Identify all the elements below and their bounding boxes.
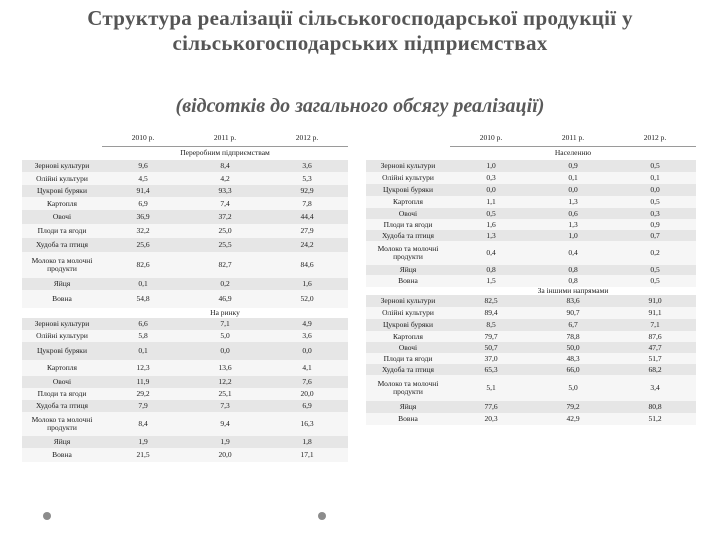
left-cell-value: 8,4: [102, 412, 184, 436]
right-section-title: Населенню: [450, 146, 696, 160]
right-cell-value: 1,0: [450, 160, 532, 172]
left-cell-value: 1,8: [266, 436, 348, 448]
right-cell-value: 0,9: [614, 219, 696, 230]
right-cell-value: 50,0: [532, 342, 614, 353]
right-cell-value: 0,0: [532, 184, 614, 196]
left-cell-value: 5,8: [102, 330, 184, 342]
right-cell-value: 1,6: [450, 219, 532, 230]
left-row-label: Худоба та птиця: [22, 238, 102, 252]
right-table-row: [366, 265, 696, 275]
left-table-row: [22, 448, 348, 462]
right-cell-value: 42,9: [532, 413, 614, 425]
right-table-row: [366, 160, 696, 172]
left-section-blank: [22, 308, 102, 318]
left-cell-value: 46,9: [184, 290, 266, 308]
left-cell-value: 52,0: [266, 290, 348, 308]
right-table-row: [366, 184, 696, 196]
right-cell-value: 8,5: [450, 319, 532, 331]
right-cell-value: 6,7: [532, 319, 614, 331]
left-cell-value: 20,0: [184, 448, 266, 462]
left-row-label: Плоди та ягоди: [22, 224, 102, 238]
left-row-label: Вовна: [22, 290, 102, 308]
right-cell-value: 0,1: [532, 172, 614, 184]
left-year-header: 2012 р.: [266, 130, 348, 146]
left-cell-value: 0,2: [184, 278, 266, 290]
right-cell-value: 0,5: [614, 196, 696, 208]
left-cell-value: 93,3: [184, 185, 266, 197]
left-row-label: Вовна: [22, 448, 102, 462]
right-cell-value: 87,6: [614, 331, 696, 342]
right-table-row: [366, 172, 696, 184]
right-row-label: Зернові культури: [366, 160, 450, 172]
left-cell-value: 25,1: [184, 388, 266, 400]
left-section-title: Переробним підприємствам: [102, 146, 348, 160]
left-cell-value: 54,8: [102, 290, 184, 308]
left-row-label: Яйця: [22, 278, 102, 290]
left-cell-value: 11,9: [102, 376, 184, 388]
left-table-row: [22, 330, 348, 342]
left-table-row: [22, 160, 348, 172]
left-table-row: [22, 185, 348, 197]
right-cell-value: 0,6: [532, 208, 614, 219]
right-row-label: Зернові культури: [366, 295, 450, 307]
right-row-label: Картопля: [366, 196, 450, 208]
left-row-label: Овочі: [22, 210, 102, 224]
left-cell-value: 12,2: [184, 376, 266, 388]
right-cell-value: 0,5: [450, 208, 532, 219]
right-section-heading: [366, 146, 696, 160]
right-cell-value: 91,1: [614, 307, 696, 319]
left-table-row: [22, 290, 348, 308]
left-cell-value: 13,6: [184, 360, 266, 376]
right-cell-value: 0,2: [614, 241, 696, 265]
left-table-row: [22, 400, 348, 412]
right-table-row: [366, 331, 696, 342]
bullet-dot: [318, 512, 326, 520]
right-table-row: [366, 364, 696, 375]
right-cell-value: 0,5: [614, 160, 696, 172]
left-cell-value: 6,9: [102, 197, 184, 210]
right-cell-value: 0,0: [450, 184, 532, 196]
right-row-label: Овочі: [366, 342, 450, 353]
left-cell-value: 9,4: [184, 412, 266, 436]
left-cell-value: 91,4: [102, 185, 184, 197]
right-cell-value: 83,6: [532, 295, 614, 307]
left-cell-value: 29,2: [102, 388, 184, 400]
right-cell-value: 90,7: [532, 307, 614, 319]
left-row-label: Плоди та ягоди: [22, 388, 102, 400]
right-table-row: [366, 307, 696, 319]
left-cell-value: 4,5: [102, 172, 184, 185]
left-cell-value: 7,9: [102, 400, 184, 412]
left-row-label: Молоко та молочні продукти: [22, 412, 102, 436]
right-section-heading: [366, 287, 696, 295]
right-table-row: [366, 219, 696, 230]
left-section-blank: [22, 146, 102, 160]
right-year-header: 2010 р.: [450, 130, 532, 146]
right-cell-value: 1,3: [532, 219, 614, 230]
left-cell-value: 82,6: [102, 252, 184, 278]
left-row-label: Худоба та птиця: [22, 400, 102, 412]
right-cell-value: 5,0: [532, 375, 614, 401]
right-cell-value: 1,1: [450, 196, 532, 208]
left-cell-value: 0,0: [184, 342, 266, 360]
left-table-row: [22, 278, 348, 290]
right-cell-value: 82,5: [450, 295, 532, 307]
right-cell-value: 7,1: [614, 319, 696, 331]
left-cell-value: 1,9: [102, 436, 184, 448]
left-cell-value: 37,2: [184, 210, 266, 224]
right-table-row: [366, 342, 696, 353]
left-cell-value: 25,6: [102, 238, 184, 252]
right-cell-value: 79,2: [532, 401, 614, 413]
right-table-row: [366, 230, 696, 241]
left-cell-value: 5,0: [184, 330, 266, 342]
right-cell-value: 0,5: [614, 275, 696, 287]
left-cell-value: 4,2: [184, 172, 266, 185]
left-cell-value: 25,5: [184, 238, 266, 252]
left-row-label: Картопля: [22, 197, 102, 210]
right-row-label: Цукрові буряки: [366, 184, 450, 196]
right-cell-value: 79,7: [450, 331, 532, 342]
right-year-header: 2011 р.: [532, 130, 614, 146]
left-row-label: Олійні культури: [22, 330, 102, 342]
left-cell-value: 4,1: [266, 360, 348, 376]
left-cell-value: 82,7: [184, 252, 266, 278]
right-cell-value: 66,0: [532, 364, 614, 375]
left-table-row: [22, 238, 348, 252]
right-cell-value: 0,7: [614, 230, 696, 241]
left-table-row: [22, 436, 348, 448]
left-cell-value: 32,2: [102, 224, 184, 238]
right-section-blank: [366, 146, 450, 160]
right-header-blank: [366, 130, 450, 146]
left-row-label: Зернові культури: [22, 160, 102, 172]
right-cell-value: 1,0: [532, 230, 614, 241]
right-cell-value: 1,3: [532, 196, 614, 208]
right-row-label: Худоба та птиця: [366, 364, 450, 375]
left-cell-value: 1,6: [266, 278, 348, 290]
right-table-row: [366, 196, 696, 208]
left-cell-value: 25,0: [184, 224, 266, 238]
left-table-row: [22, 388, 348, 400]
left-cell-value: 44,4: [266, 210, 348, 224]
left-table-row: [22, 197, 348, 210]
left-cell-value: 3,6: [266, 160, 348, 172]
right-table-row: [366, 275, 696, 287]
left-cell-value: 8,4: [184, 160, 266, 172]
right-cell-value: 0,8: [532, 275, 614, 287]
left-table-row: [22, 376, 348, 388]
right-row-label: Яйця: [366, 265, 450, 275]
left-cell-value: 92,9: [266, 185, 348, 197]
left-cell-value: 84,6: [266, 252, 348, 278]
right-cell-value: 65,3: [450, 364, 532, 375]
right-cell-value: 51,2: [614, 413, 696, 425]
left-row-label: Цукрові буряки: [22, 342, 102, 360]
right-row-label: Плоди та ягоди: [366, 353, 450, 364]
right-row-label: Молоко та молочні продукти: [366, 375, 450, 401]
right-cell-value: 91,0: [614, 295, 696, 307]
right-row-label: Олійні культури: [366, 172, 450, 184]
right-table-row: [366, 353, 696, 364]
right-header-row: [366, 130, 696, 146]
right-table-row: [366, 295, 696, 307]
left-table: [22, 130, 348, 462]
left-cell-value: 17,1: [266, 448, 348, 462]
right-cell-value: 37,0: [450, 353, 532, 364]
left-row-label: Цукрові буряки: [22, 185, 102, 197]
right-table-row: [366, 319, 696, 331]
left-section-heading: [22, 146, 348, 160]
right-cell-value: 1,3: [450, 230, 532, 241]
left-cell-value: 9,6: [102, 160, 184, 172]
right-row-label: Яйця: [366, 401, 450, 413]
left-table-row: [22, 210, 348, 224]
right-section-title: За іншими напрямами: [450, 287, 696, 295]
right-table-row: [366, 375, 696, 401]
left-year-header: 2011 р.: [184, 130, 266, 146]
right-row-label: Картопля: [366, 331, 450, 342]
right-table-row: [366, 401, 696, 413]
left-cell-value: 21,5: [102, 448, 184, 462]
right-row-label: Худоба та птиця: [366, 230, 450, 241]
bullet-dot: [43, 512, 51, 520]
left-table-row: [22, 412, 348, 436]
right-cell-value: 0,9: [532, 160, 614, 172]
left-row-label: Яйця: [22, 436, 102, 448]
right-cell-value: 47,7: [614, 342, 696, 353]
left-cell-value: 0,0: [266, 342, 348, 360]
left-cell-value: 7,1: [184, 318, 266, 330]
left-cell-value: 7,8: [266, 197, 348, 210]
left-header-blank: [22, 130, 102, 146]
right-cell-value: 48,3: [532, 353, 614, 364]
left-row-label: Олійні культури: [22, 172, 102, 185]
left-section-heading: [22, 308, 348, 318]
right-cell-value: 51,7: [614, 353, 696, 364]
right-cell-value: 0,0: [614, 184, 696, 196]
left-table-row: [22, 252, 348, 278]
right-row-label: Плоди та ягоди: [366, 219, 450, 230]
right-cell-value: 78,8: [532, 331, 614, 342]
left-section-title: На ринку: [102, 308, 348, 318]
left-cell-value: 7,4: [184, 197, 266, 210]
right-cell-value: 89,4: [450, 307, 532, 319]
left-cell-value: 7,6: [266, 376, 348, 388]
right-cell-value: 0,4: [450, 241, 532, 265]
right-cell-value: 0,3: [450, 172, 532, 184]
left-cell-value: 12,3: [102, 360, 184, 376]
left-table-row: [22, 224, 348, 238]
right-table-row: [366, 413, 696, 425]
page-title: Структура реалізації сільськогосподарської продукції у сільськогосподарських підприємствах: [87, 6, 633, 55]
left-cell-value: 36,9: [102, 210, 184, 224]
right-cell-value: 80,8: [614, 401, 696, 413]
right-row-label: Вовна: [366, 275, 450, 287]
right-year-header: 2012 р.: [614, 130, 696, 146]
left-cell-value: 6,9: [266, 400, 348, 412]
right-section-blank: [366, 287, 450, 295]
right-cell-value: 0,1: [614, 172, 696, 184]
right-table-row: [366, 208, 696, 219]
right-cell-value: 77,6: [450, 401, 532, 413]
left-cell-value: 16,3: [266, 412, 348, 436]
left-cell-value: 0,1: [102, 278, 184, 290]
left-table-row: [22, 318, 348, 330]
left-header-row: [22, 130, 348, 146]
left-table-row: [22, 342, 348, 360]
left-cell-value: 4,9: [266, 318, 348, 330]
left-row-label: Молоко та молочні продукти: [22, 252, 102, 278]
right-table-row: [366, 241, 696, 265]
right-cell-value: 50,7: [450, 342, 532, 353]
right-row-label: Олійні культури: [366, 307, 450, 319]
left-cell-value: 7,3: [184, 400, 266, 412]
right-cell-value: 0,8: [532, 265, 614, 275]
right-cell-value: 0,5: [614, 265, 696, 275]
left-table-row: [22, 360, 348, 376]
right-cell-value: 3,4: [614, 375, 696, 401]
left-year-header: 2010 р.: [102, 130, 184, 146]
left-row-label: Овочі: [22, 376, 102, 388]
right-cell-value: 0,3: [614, 208, 696, 219]
left-cell-value: 1,9: [184, 436, 266, 448]
right-cell-value: 0,8: [450, 265, 532, 275]
left-cell-value: 24,2: [266, 238, 348, 252]
left-cell-value: 0,1: [102, 342, 184, 360]
right-cell-value: 5,1: [450, 375, 532, 401]
right-row-label: Вовна: [366, 413, 450, 425]
right-row-label: Молоко та молочні продукти: [366, 241, 450, 265]
right-cell-value: 0,4: [532, 241, 614, 265]
right-cell-value: 68,2: [614, 364, 696, 375]
right-cell-value: 20,3: [450, 413, 532, 425]
left-cell-value: 6,6: [102, 318, 184, 330]
left-row-label: Зернові культури: [22, 318, 102, 330]
left-cell-value: 27,9: [266, 224, 348, 238]
right-table: [366, 130, 696, 425]
left-cell-value: 3,6: [266, 330, 348, 342]
left-cell-value: 5,3: [266, 172, 348, 185]
right-row-label: Овочі: [366, 208, 450, 219]
left-table-row: [22, 172, 348, 185]
right-cell-value: 1,5: [450, 275, 532, 287]
left-row-label: Картопля: [22, 360, 102, 376]
page-subtitle: (відсотків до загального обсягу реалізації): [175, 95, 545, 117]
right-row-label: Цукрові буряки: [366, 319, 450, 331]
left-cell-value: 20,0: [266, 388, 348, 400]
